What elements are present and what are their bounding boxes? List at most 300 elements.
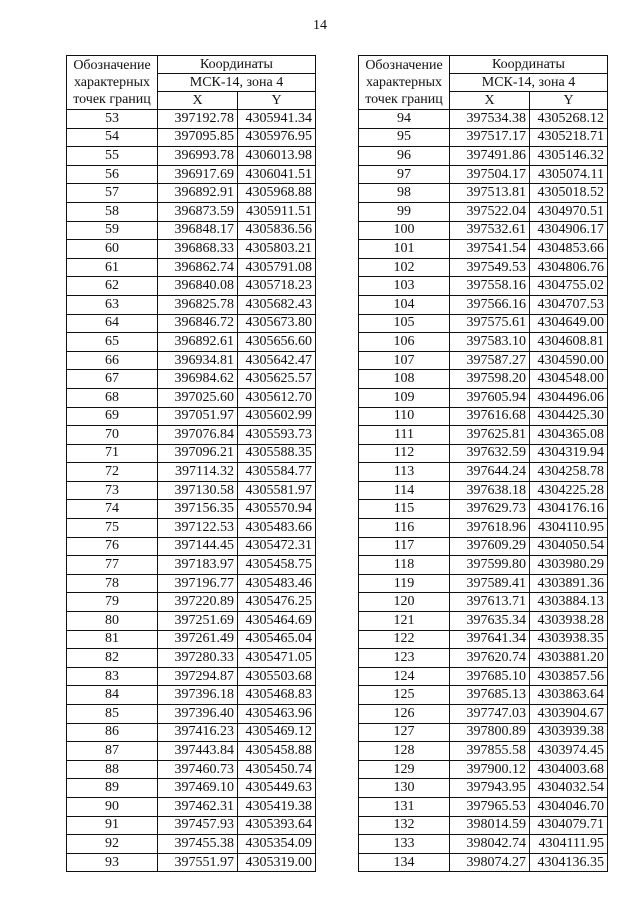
x-coordinate-cell: 397396.40 bbox=[158, 705, 238, 724]
y-coordinate-cell: 4304425.30 bbox=[530, 407, 608, 426]
x-coordinate-cell: 396917.69 bbox=[158, 165, 238, 184]
table-row bbox=[67, 426, 316, 445]
x-coordinate-cell: 396848.17 bbox=[158, 221, 238, 240]
y-coordinate-cell: 4305584.77 bbox=[238, 463, 316, 482]
point-number-cell: 66 bbox=[67, 351, 158, 370]
point-number-cell: 110 bbox=[359, 407, 450, 426]
point-number-cell: 54 bbox=[67, 128, 158, 147]
table-row bbox=[67, 519, 316, 538]
y-coordinate-cell: 4305146.32 bbox=[530, 147, 608, 166]
table-row bbox=[67, 612, 316, 631]
point-number-cell: 124 bbox=[359, 667, 450, 686]
y-coordinate-cell: 4305803.21 bbox=[238, 240, 316, 259]
x-coordinate-cell: 397522.04 bbox=[450, 202, 530, 221]
table-row bbox=[359, 537, 608, 556]
table-row bbox=[67, 202, 316, 221]
y-coordinate-cell: 4304906.17 bbox=[530, 221, 608, 240]
point-number-cell: 132 bbox=[359, 816, 450, 835]
point-number-cell: 116 bbox=[359, 519, 450, 538]
point-number-cell: 90 bbox=[67, 797, 158, 816]
point-number-cell: 56 bbox=[67, 165, 158, 184]
x-coordinate-cell: 396993.78 bbox=[158, 147, 238, 166]
table-row bbox=[359, 667, 608, 686]
x-coordinate-cell: 397618.96 bbox=[450, 519, 530, 538]
y-coordinate-cell: 4305682.43 bbox=[238, 295, 316, 314]
x-coordinate-cell: 397638.18 bbox=[450, 481, 530, 500]
table-row bbox=[359, 407, 608, 426]
x-coordinate-cell: 398074.27 bbox=[450, 853, 530, 872]
point-number-cell: 118 bbox=[359, 556, 450, 575]
x-coordinate-cell: 397416.23 bbox=[158, 723, 238, 742]
coordinates-header: Координаты bbox=[158, 56, 316, 74]
point-header-line-1: Обозначение bbox=[73, 58, 151, 73]
point-number-cell: 133 bbox=[359, 835, 450, 854]
x-column-header: X bbox=[450, 92, 530, 110]
point-number-cell: 130 bbox=[359, 779, 450, 798]
point-designation-header bbox=[359, 56, 450, 110]
x-coordinate-cell: 398042.74 bbox=[450, 835, 530, 854]
point-number-cell: 74 bbox=[67, 500, 158, 519]
y-coordinate-cell: 4305469.12 bbox=[238, 723, 316, 742]
y-coordinate-cell: 4305018.52 bbox=[530, 184, 608, 203]
y-coordinate-cell: 4305450.74 bbox=[238, 760, 316, 779]
table-row bbox=[67, 240, 316, 259]
x-coordinate-cell: 397192.78 bbox=[158, 110, 238, 129]
table-row bbox=[67, 314, 316, 333]
y-coordinate-cell: 4305941.34 bbox=[238, 110, 316, 129]
y-coordinate-cell: 4305593.73 bbox=[238, 426, 316, 445]
x-coordinate-cell: 397076.84 bbox=[158, 426, 238, 445]
x-coordinate-cell: 397534.38 bbox=[450, 110, 530, 129]
point-number-cell: 106 bbox=[359, 333, 450, 352]
point-number-cell: 96 bbox=[359, 147, 450, 166]
point-number-cell: 78 bbox=[67, 574, 158, 593]
point-number-cell: 128 bbox=[359, 742, 450, 761]
table-row bbox=[67, 705, 316, 724]
x-coordinate-cell: 397900.12 bbox=[450, 760, 530, 779]
y-coordinate-cell: 4305458.75 bbox=[238, 556, 316, 575]
point-number-cell: 70 bbox=[67, 426, 158, 445]
table-row bbox=[67, 258, 316, 277]
y-coordinate-cell: 4305354.09 bbox=[238, 835, 316, 854]
point-number-cell: 103 bbox=[359, 277, 450, 296]
table-row bbox=[67, 630, 316, 649]
table-row bbox=[67, 463, 316, 482]
point-header-line-3: точек границ bbox=[365, 92, 443, 107]
x-coordinate-cell: 398014.59 bbox=[450, 816, 530, 835]
y-coordinate-cell: 4305393.64 bbox=[238, 816, 316, 835]
x-coordinate-cell: 397632.59 bbox=[450, 444, 530, 463]
point-number-cell: 98 bbox=[359, 184, 450, 203]
y-coordinate-cell: 4305463.96 bbox=[238, 705, 316, 724]
x-coordinate-cell: 397549.53 bbox=[450, 258, 530, 277]
point-number-cell: 92 bbox=[67, 835, 158, 854]
point-number-cell: 108 bbox=[359, 370, 450, 389]
point-number-cell: 89 bbox=[67, 779, 158, 798]
x-coordinate-cell: 397396.18 bbox=[158, 686, 238, 705]
point-number-cell: 80 bbox=[67, 612, 158, 631]
point-number-cell: 125 bbox=[359, 686, 450, 705]
y-coordinate-cell: 4305483.66 bbox=[238, 519, 316, 538]
table-row bbox=[359, 202, 608, 221]
point-number-cell: 58 bbox=[67, 202, 158, 221]
point-number-cell: 57 bbox=[67, 184, 158, 203]
x-coordinate-cell: 397583.10 bbox=[450, 333, 530, 352]
x-coordinate-cell: 397095.85 bbox=[158, 128, 238, 147]
y-coordinate-cell: 4305968.88 bbox=[238, 184, 316, 203]
point-number-cell: 104 bbox=[359, 295, 450, 314]
coordinates-table-right bbox=[358, 55, 608, 872]
x-coordinate-cell: 397469.10 bbox=[158, 779, 238, 798]
table-row bbox=[359, 314, 608, 333]
coordinates-header: Координаты bbox=[450, 56, 608, 74]
x-coordinate-cell: 397196.77 bbox=[158, 574, 238, 593]
table-row bbox=[359, 574, 608, 593]
x-coordinate-cell: 397455.38 bbox=[158, 835, 238, 854]
y-coordinate-cell: 4304319.94 bbox=[530, 444, 608, 463]
table-row bbox=[67, 835, 316, 854]
y-coordinate-cell: 4304225.28 bbox=[530, 481, 608, 500]
y-coordinate-cell: 4303884.13 bbox=[530, 593, 608, 612]
table-row bbox=[359, 612, 608, 631]
table-row bbox=[359, 426, 608, 445]
x-coordinate-cell: 397598.20 bbox=[450, 370, 530, 389]
y-coordinate-cell: 4305476.25 bbox=[238, 593, 316, 612]
table-row bbox=[67, 742, 316, 761]
x-coordinate-cell: 397635.34 bbox=[450, 612, 530, 631]
y-coordinate-cell: 4304707.53 bbox=[530, 295, 608, 314]
y-coordinate-cell: 4303980.29 bbox=[530, 556, 608, 575]
x-coordinate-cell: 397685.13 bbox=[450, 686, 530, 705]
x-coordinate-cell: 397965.53 bbox=[450, 797, 530, 816]
table-row bbox=[359, 128, 608, 147]
point-header-line-2: характерных bbox=[365, 75, 443, 90]
point-number-cell: 72 bbox=[67, 463, 158, 482]
point-number-cell: 82 bbox=[67, 649, 158, 668]
y-coordinate-cell: 4303904.67 bbox=[530, 705, 608, 724]
table-row bbox=[359, 556, 608, 575]
x-coordinate-cell: 397051.97 bbox=[158, 407, 238, 426]
x-coordinate-cell: 396862.74 bbox=[158, 258, 238, 277]
y-coordinate-cell: 4305472.31 bbox=[238, 537, 316, 556]
point-number-cell: 121 bbox=[359, 612, 450, 631]
table-row bbox=[359, 835, 608, 854]
table-row bbox=[67, 779, 316, 798]
point-number-cell: 91 bbox=[67, 816, 158, 835]
point-number-cell: 81 bbox=[67, 630, 158, 649]
point-number-cell: 88 bbox=[67, 760, 158, 779]
point-header-line-1: Обозначение bbox=[365, 58, 443, 73]
table-row bbox=[359, 333, 608, 352]
point-number-cell: 129 bbox=[359, 760, 450, 779]
x-coordinate-cell: 397513.81 bbox=[450, 184, 530, 203]
x-coordinate-cell: 397462.31 bbox=[158, 797, 238, 816]
x-coordinate-cell: 397096.21 bbox=[158, 444, 238, 463]
y-coordinate-cell: 4305656.60 bbox=[238, 333, 316, 352]
y-coordinate-cell: 4305976.95 bbox=[238, 128, 316, 147]
table-row bbox=[359, 500, 608, 519]
y-coordinate-cell: 4304003.68 bbox=[530, 760, 608, 779]
y-coordinate-cell: 4305468.83 bbox=[238, 686, 316, 705]
table-row bbox=[359, 686, 608, 705]
table-row bbox=[359, 184, 608, 203]
point-designation-header bbox=[67, 56, 158, 110]
y-coordinate-cell: 4303974.45 bbox=[530, 742, 608, 761]
point-number-cell: 59 bbox=[67, 221, 158, 240]
point-number-cell: 114 bbox=[359, 481, 450, 500]
table-row bbox=[359, 351, 608, 370]
y-coordinate-cell: 4305588.35 bbox=[238, 444, 316, 463]
table-row bbox=[67, 537, 316, 556]
table-row bbox=[67, 760, 316, 779]
y-column-header: Y bbox=[530, 92, 608, 110]
y-coordinate-cell: 4306013.98 bbox=[238, 147, 316, 166]
table-row bbox=[359, 723, 608, 742]
point-number-cell: 86 bbox=[67, 723, 158, 742]
y-coordinate-cell: 4304608.81 bbox=[530, 333, 608, 352]
table-row bbox=[67, 797, 316, 816]
left-table-body bbox=[67, 110, 316, 872]
x-coordinate-cell: 397122.53 bbox=[158, 519, 238, 538]
x-coordinate-cell: 397641.34 bbox=[450, 630, 530, 649]
point-number-cell: 115 bbox=[359, 500, 450, 519]
point-number-cell: 95 bbox=[359, 128, 450, 147]
y-coordinate-cell: 4305449.63 bbox=[238, 779, 316, 798]
table-row bbox=[359, 649, 608, 668]
y-coordinate-cell: 4304970.51 bbox=[530, 202, 608, 221]
table-row bbox=[67, 110, 316, 129]
point-number-cell: 120 bbox=[359, 593, 450, 612]
x-column-header: X bbox=[158, 92, 238, 110]
table-row bbox=[67, 723, 316, 742]
table-row bbox=[359, 797, 608, 816]
table-row bbox=[359, 388, 608, 407]
x-coordinate-cell: 397605.94 bbox=[450, 388, 530, 407]
table-row bbox=[359, 110, 608, 129]
point-number-cell: 64 bbox=[67, 314, 158, 333]
point-number-cell: 94 bbox=[359, 110, 450, 129]
point-number-cell: 134 bbox=[359, 853, 450, 872]
point-number-cell: 93 bbox=[67, 853, 158, 872]
y-coordinate-cell: 4303881.20 bbox=[530, 649, 608, 668]
y-coordinate-cell: 4305612.70 bbox=[238, 388, 316, 407]
x-coordinate-cell: 397251.69 bbox=[158, 612, 238, 631]
table-row bbox=[359, 370, 608, 389]
x-coordinate-cell: 397261.49 bbox=[158, 630, 238, 649]
table-row bbox=[67, 556, 316, 575]
y-coordinate-cell: 4305625.57 bbox=[238, 370, 316, 389]
y-coordinate-cell: 4305718.23 bbox=[238, 277, 316, 296]
y-coordinate-cell: 4305503.68 bbox=[238, 667, 316, 686]
y-coordinate-cell: 4303938.35 bbox=[530, 630, 608, 649]
y-column-header: Y bbox=[238, 92, 316, 110]
y-coordinate-cell: 4304079.71 bbox=[530, 816, 608, 835]
x-coordinate-cell: 397855.58 bbox=[450, 742, 530, 761]
table-row bbox=[359, 147, 608, 166]
y-coordinate-cell: 4303857.56 bbox=[530, 667, 608, 686]
table-row bbox=[67, 333, 316, 352]
y-coordinate-cell: 4305602.99 bbox=[238, 407, 316, 426]
point-number-cell: 55 bbox=[67, 147, 158, 166]
y-coordinate-cell: 4304050.54 bbox=[530, 537, 608, 556]
x-coordinate-cell: 397517.17 bbox=[450, 128, 530, 147]
x-coordinate-cell: 397644.24 bbox=[450, 463, 530, 482]
x-coordinate-cell: 397457.93 bbox=[158, 816, 238, 835]
x-coordinate-cell: 397443.84 bbox=[158, 742, 238, 761]
table-row bbox=[359, 519, 608, 538]
table-row bbox=[67, 165, 316, 184]
y-coordinate-cell: 4303863.64 bbox=[530, 686, 608, 705]
x-coordinate-cell: 397280.33 bbox=[158, 649, 238, 668]
point-number-cell: 126 bbox=[359, 705, 450, 724]
y-coordinate-cell: 4304136.35 bbox=[530, 853, 608, 872]
x-coordinate-cell: 397943.95 bbox=[450, 779, 530, 798]
table-row bbox=[67, 351, 316, 370]
table-row bbox=[359, 240, 608, 259]
y-coordinate-cell: 4305673.80 bbox=[238, 314, 316, 333]
x-coordinate-cell: 397220.89 bbox=[158, 593, 238, 612]
table-row bbox=[359, 444, 608, 463]
table-row bbox=[359, 221, 608, 240]
y-coordinate-cell: 4304548.00 bbox=[530, 370, 608, 389]
point-number-cell: 101 bbox=[359, 240, 450, 259]
x-coordinate-cell: 397599.80 bbox=[450, 556, 530, 575]
y-coordinate-cell: 4305319.00 bbox=[238, 853, 316, 872]
x-coordinate-cell: 397144.45 bbox=[158, 537, 238, 556]
x-coordinate-cell: 397541.54 bbox=[450, 240, 530, 259]
x-coordinate-cell: 397587.27 bbox=[450, 351, 530, 370]
x-coordinate-cell: 397130.58 bbox=[158, 481, 238, 500]
y-coordinate-cell: 4304176.16 bbox=[530, 500, 608, 519]
table-row bbox=[67, 147, 316, 166]
point-header-line-3: точек границ bbox=[73, 92, 151, 107]
table-row bbox=[359, 779, 608, 798]
x-coordinate-cell: 397114.32 bbox=[158, 463, 238, 482]
y-coordinate-cell: 4304032.54 bbox=[530, 779, 608, 798]
x-coordinate-cell: 396934.81 bbox=[158, 351, 238, 370]
x-coordinate-cell: 396868.33 bbox=[158, 240, 238, 259]
table-row bbox=[67, 686, 316, 705]
table-row bbox=[359, 295, 608, 314]
y-coordinate-cell: 4305465.04 bbox=[238, 630, 316, 649]
point-number-cell: 107 bbox=[359, 351, 450, 370]
point-number-cell: 83 bbox=[67, 667, 158, 686]
table-row bbox=[359, 630, 608, 649]
table-row bbox=[359, 705, 608, 724]
y-coordinate-cell: 4305911.51 bbox=[238, 202, 316, 221]
table-row bbox=[67, 370, 316, 389]
y-coordinate-cell: 4305581.97 bbox=[238, 481, 316, 500]
point-number-cell: 60 bbox=[67, 240, 158, 259]
point-number-cell: 109 bbox=[359, 388, 450, 407]
table-row bbox=[67, 816, 316, 835]
table-row bbox=[67, 128, 316, 147]
x-coordinate-cell: 396825.78 bbox=[158, 295, 238, 314]
x-coordinate-cell: 397025.60 bbox=[158, 388, 238, 407]
y-coordinate-cell: 4304496.06 bbox=[530, 388, 608, 407]
y-coordinate-cell: 4304755.02 bbox=[530, 277, 608, 296]
x-coordinate-cell: 397183.97 bbox=[158, 556, 238, 575]
point-number-cell: 71 bbox=[67, 444, 158, 463]
y-coordinate-cell: 4305419.38 bbox=[238, 797, 316, 816]
x-coordinate-cell: 397747.03 bbox=[450, 705, 530, 724]
table-row bbox=[67, 593, 316, 612]
y-coordinate-cell: 4304649.00 bbox=[530, 314, 608, 333]
x-coordinate-cell: 397616.68 bbox=[450, 407, 530, 426]
x-coordinate-cell: 397156.35 bbox=[158, 500, 238, 519]
y-coordinate-cell: 4304806.76 bbox=[530, 258, 608, 277]
point-number-cell: 100 bbox=[359, 221, 450, 240]
point-number-cell: 79 bbox=[67, 593, 158, 612]
x-coordinate-cell: 397620.74 bbox=[450, 649, 530, 668]
point-number-cell: 99 bbox=[359, 202, 450, 221]
x-coordinate-cell: 397589.41 bbox=[450, 574, 530, 593]
coordinate-system-header: МСК-14, зона 4 bbox=[158, 74, 316, 92]
x-coordinate-cell: 397800.89 bbox=[450, 723, 530, 742]
point-number-cell: 85 bbox=[67, 705, 158, 724]
table-row bbox=[67, 221, 316, 240]
y-coordinate-cell: 4305836.56 bbox=[238, 221, 316, 240]
table-row bbox=[359, 463, 608, 482]
table-row bbox=[67, 574, 316, 593]
y-coordinate-cell: 4304110.95 bbox=[530, 519, 608, 538]
x-coordinate-cell: 397575.61 bbox=[450, 314, 530, 333]
table-row bbox=[67, 667, 316, 686]
point-number-cell: 62 bbox=[67, 277, 158, 296]
table-row bbox=[359, 742, 608, 761]
x-coordinate-cell: 397566.16 bbox=[450, 295, 530, 314]
point-number-cell: 73 bbox=[67, 481, 158, 500]
y-coordinate-cell: 4304853.66 bbox=[530, 240, 608, 259]
point-number-cell: 68 bbox=[67, 388, 158, 407]
point-number-cell: 117 bbox=[359, 537, 450, 556]
point-number-cell: 123 bbox=[359, 649, 450, 668]
coordinate-system-header: МСК-14, зона 4 bbox=[450, 74, 608, 92]
point-number-cell: 67 bbox=[67, 370, 158, 389]
y-coordinate-cell: 4303939.38 bbox=[530, 723, 608, 742]
y-coordinate-cell: 4305458.88 bbox=[238, 742, 316, 761]
x-coordinate-cell: 397629.73 bbox=[450, 500, 530, 519]
y-coordinate-cell: 4304365.08 bbox=[530, 426, 608, 445]
table-row bbox=[67, 444, 316, 463]
point-number-cell: 63 bbox=[67, 295, 158, 314]
point-number-cell: 105 bbox=[359, 314, 450, 333]
table-row bbox=[67, 649, 316, 668]
table-row bbox=[67, 481, 316, 500]
y-coordinate-cell: 4305074.11 bbox=[530, 165, 608, 184]
x-coordinate-cell: 397558.16 bbox=[450, 277, 530, 296]
table-row bbox=[67, 184, 316, 203]
y-coordinate-cell: 4303891.36 bbox=[530, 574, 608, 593]
point-number-cell: 53 bbox=[67, 110, 158, 129]
x-coordinate-cell: 396892.91 bbox=[158, 184, 238, 203]
x-coordinate-cell: 396846.72 bbox=[158, 314, 238, 333]
right-table-body bbox=[359, 110, 608, 872]
table-row bbox=[359, 853, 608, 872]
table-row bbox=[359, 593, 608, 612]
y-coordinate-cell: 4306041.51 bbox=[238, 165, 316, 184]
point-number-cell: 127 bbox=[359, 723, 450, 742]
table-row bbox=[67, 388, 316, 407]
y-coordinate-cell: 4304046.70 bbox=[530, 797, 608, 816]
table-row bbox=[359, 277, 608, 296]
table-row bbox=[359, 481, 608, 500]
point-number-cell: 87 bbox=[67, 742, 158, 761]
y-coordinate-cell: 4305483.46 bbox=[238, 574, 316, 593]
table-row bbox=[67, 277, 316, 296]
table-row bbox=[67, 853, 316, 872]
x-coordinate-cell: 397551.97 bbox=[158, 853, 238, 872]
